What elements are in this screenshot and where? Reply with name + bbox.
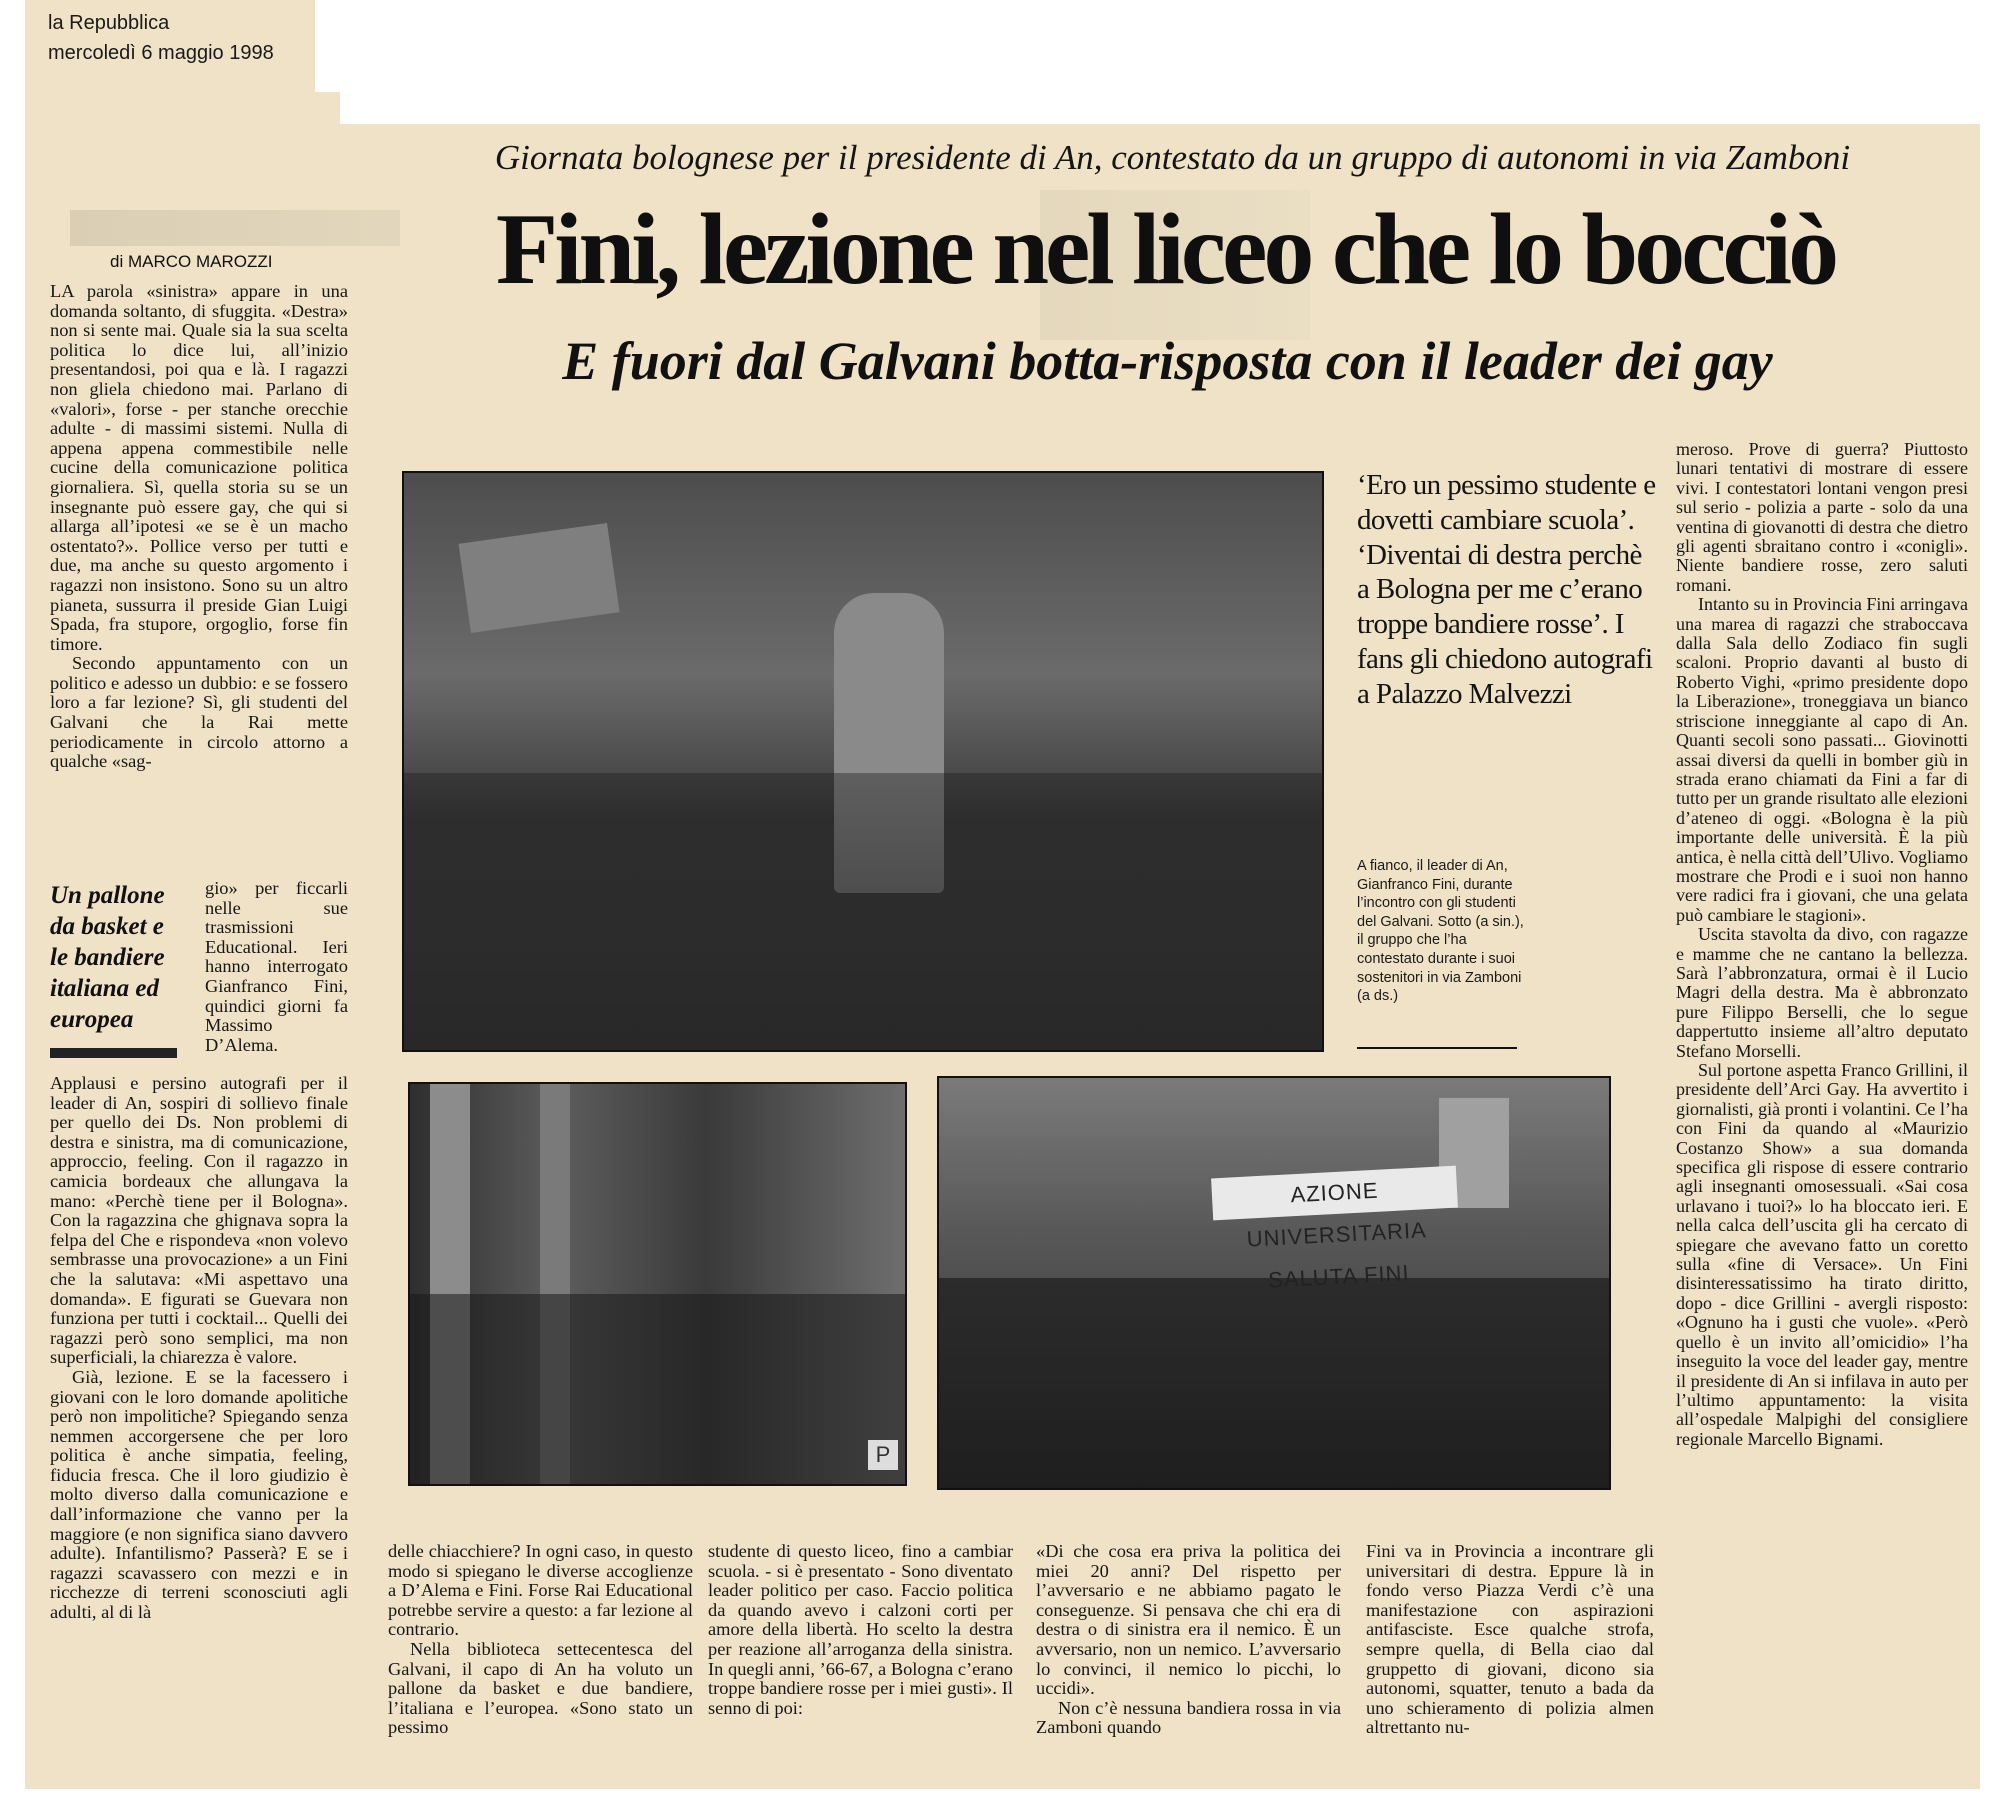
paragraph: Già, lezione. E se la facessero i giovani con le loro domande apolitiche però non impolitiche? Spiegando senza nemmen accorgersene che per loro politica è anche simpatia, feeling, fiducia fresca. Che il loro giudizio è molto diverso dalla comunicazione e dall’informazione che vanno per la maggiore (e non significa siano davvero adulte). Infantilismo? Passerà? E se i ragazzi scavassero con mezzi e in ricchezze di terreni sconosciuti agli adulti, al di là	[50, 1366, 348, 1623]
issue-date: mercoledì 6 maggio 1998	[48, 42, 274, 64]
text-column-5	[1366, 1542, 1654, 1738]
text-column-3	[708, 1542, 1013, 1718]
bleed-through-stroke	[70, 210, 400, 246]
caption-rule	[1357, 1047, 1517, 1049]
pull-quote-rule	[50, 1048, 177, 1058]
highlight-quote: ‘Ero un pessimo studente e dovetti cambiare scuola’. ‘Diventai di destra perchè a Bologna per me c’erano troppe bandiere rosse’. I fans gli chiedono autografi a Palazzo Malvezzi	[1357, 469, 1656, 710]
parking-sign: P	[868, 1440, 898, 1470]
paragraph: Non c’è nessuna bandiera rossa in via Zamboni quando	[1036, 1697, 1341, 1738]
text-column-1	[50, 282, 348, 772]
byline: di MARCO MAROZZI	[110, 252, 273, 271]
photo-caption: A fianco, il leader di An, Gianfranco Fini, durante l’incontro con gli studenti del Galvani. Sotto (a sin.), il gruppo che l’ha contestato durante i suoi sostenitori in via Zamboni (a ds.)	[1357, 858, 1524, 1005]
seated-students	[404, 773, 1322, 1050]
text-column-6	[1676, 440, 1968, 1449]
classroom-photo	[402, 471, 1324, 1052]
crowd-shape	[939, 1278, 1609, 1488]
article-subhead: E fuori dal Galvani botta-risposta con il leader dei gay	[562, 331, 1773, 391]
clipping-top-left	[25, 92, 340, 132]
text-column-2	[388, 1542, 693, 1738]
flag-shape	[458, 523, 619, 633]
crowd-shape	[410, 1294, 905, 1484]
paragraph: Fini va in Provincia a incontrare gli universitari di destra. Eppure là in fondo verso Piazza Verdi c’è una manifestazione con aspirazioni antifasciste. Esce qualche strofa, sempre quella, di Bella ciao dal gruppetto di giovani, dicono sia autonomi, squatter, tenuto a bada da uno schieramento di polizia almen altrettanto nu-	[1366, 1541, 1654, 1738]
pull-quote: Un pallone da basket e le bandiere italiana ed europea	[50, 882, 165, 1033]
paragraph: studente di questo liceo, fino a cambiar scuola. - si è presentato - Sono diventato leader politico per caso. Faccio politica da quando avevo i calzoni corti per amore della libertà. Ho scelto la destra per reazione all’arroganza della sinistra. In quegli anni, ’66-67, a Bologna c’erano troppe bandiere rosse per i miei gusti». Il senno di poi:	[708, 1541, 1013, 1718]
paragraph: Sul portone aspetta Franco Grillini, il presidente dell’Arci Gay. Ha avvertito i giornalisti, già pronti i volantini. Ce l’ha con Fini da quando al «Maurizio Costanzo Show» a sua domanda specifica gli rispose di essere contrario agli insegnanti omosessuali. «Sai cosa urlavano i tuoi?» lo ha bloccato ieri. E nella calca dell’uscita gli ha cercato di spiegare che avevano fatto un coretto sulla «fine di Versace». Un Fini disinteressatissimo ha tirato diritto, dopo - dice Grillini - avergli risposto: «Ognuno ha i gusti che vuole». «Però quello è un invito all’omicidio» l’ha inseguito la voce del leader gay, mentre il presidente di An si infilava in auto per l’ultimo appuntamento: la visita all’ospedale Malpighi del consigliere regionale Marcello Bignami.	[1676, 1060, 1968, 1449]
paragraph: gio» per ficcarli nelle sue trasmissioni Educational. Ieri hanno interrogato Gianfranco Fini, quindici giorni fa Massimo D’Alema.	[205, 878, 348, 1055]
paragraph: delle chiacchiere? In ogni caso, in questo modo si spiegano le diverse accoglienze a D’Alema e Fini. Forse Rai Educational potrebbe servire a questo: a far lezione al contrario.	[388, 1541, 693, 1640]
paragraph: Intanto su in Provincia Fini arringava una marea di ragazzi che straboccava dalla Sala dello Zodiaco fin sugli scaloni. Proprio davanti al busto di Roberto Vighi, «primo presidente dopo la Liberazione», troneggiava un bianco striscione inneggiante al capo di An. Quanti secoli sono passati... Giovinotti assai diversi da quelli in bomber giù in strada erano chiamati da Fini a far di tutto per un grande risultato alle elezioni d’ateneo di oggi. «Bologna è la più importante delle università. È la più antica, è nella città dell’Ulivo. Vogliamo mostrare che Prodi e i suoi non hanno vere radici fra i giovani, che una gelata può cambiare le stagioni».	[1676, 594, 1968, 925]
newspaper-name: la Repubblica	[48, 12, 170, 34]
text-column-1-bottom	[50, 1074, 348, 1623]
protest-banner: AZIONE UNIVERSITARIA SALUTA FINI	[1211, 1166, 1458, 1221]
text-column-4	[1036, 1542, 1341, 1738]
paragraph: LA parola «sinistra» appare in una domanda soltanto, di sfuggita. «Destra» non si sente mai. Quale sia la sua scelta politica lo dice lui, all’inizio presentandosi, poi qua e là. I ragazzi non gliela chiedono mai. Parlano di «valori», forse - per stanche orecchie adulte - di massimi sistemi. Nulla di appena appena commestibile nelle cucine della comunicazione politica giornaliera. Sì, quella storia su se un insegnante può essere gay, che qui si allarga all’ipotesi «e se è un macho ostentato?». Pollice verso per tutti e due, ma anche su questo argomento i ragazzi non insistono. Sono su un altro pianeta, sussurra il preside Gian Luigi Spada, fra stupore, orgoglio, forse fin timore.	[50, 281, 348, 654]
paragraph: Secondo appuntamento con un politico e adesso un dubbio: e se fossero loro a far lezione? Sì, gli studenti del Galvani che la Rai mette periodicamente in circolo attorno a qualche «sag-	[50, 653, 348, 772]
paragraph: «Di che cosa era priva la politica dei miei 20 anni? Del rispetto per l’avversario e ne abbiamo pagato le conseguenze. Si pensava che chi era di destra o di sinistra era il nemico. È un avversario, non un nemico. L’avversario lo convinci, il nemico lo picchi, lo uccidi».	[1036, 1541, 1341, 1699]
text-column-1-narrow	[205, 879, 348, 1055]
article-kicker: Giornata bolognese per il presidente di An, contestato da un gruppo di autonomi in via Zamboni	[494, 138, 1851, 177]
paragraph: Nella biblioteca settecentesca del Galvani, il capo di An ha voluto un pallone da basket e due bandiere, l’italiana e l’europea. «Sono stato un pessimo	[388, 1638, 693, 1738]
article-headline: Fini, lezione nel liceo che lo bocciò	[495, 193, 1836, 306]
paragraph: Applausi e persino autografi per il leader di An, sospiri di sollievo finale per quello dei Ds. Non problemi di destra e sinistra, ma di comunicazione, approccio, feeling. Con il ragazzo in camicia bordeaux che allungava la mano: «Perchè tiene per il Bologna». Con la ragazzina che ghignava sopra la felpa del Che e rispondeva «non volevo sembrasse una provocazione» a un Fini che la salutava: «Mi aspettavo una domanda». E figurati se Guevara non funziona per tutti i cocktail... Quelli dei ragazzi però sono semplici, ma non superficiali, la chiarezza è valore.	[50, 1073, 348, 1368]
paragraph: meroso. Prove di guerra? Piuttosto lunari tentativi di mostrare di essere vivi. I contestatori lontani vengon presi sul serio - polizia a parte - solo da una ventina di giovanotti di destra che dietro gli agenti sbraitano contro i «conigli». Niente bandiere rosse, zero saluti romani.	[1676, 439, 1968, 595]
street-crowd-photo	[408, 1082, 907, 1486]
paragraph: Uscita stavolta da divo, con ragazze e mamme che ne cantano la bellezza. Sarà l’abbronzatura, ormai è il Lucio Magri della destra. Ma è abbronzato pure Filippo Berselli, che lo segue dappertutto insieme all’altro deputato Stefano Morselli.	[1676, 924, 1968, 1061]
